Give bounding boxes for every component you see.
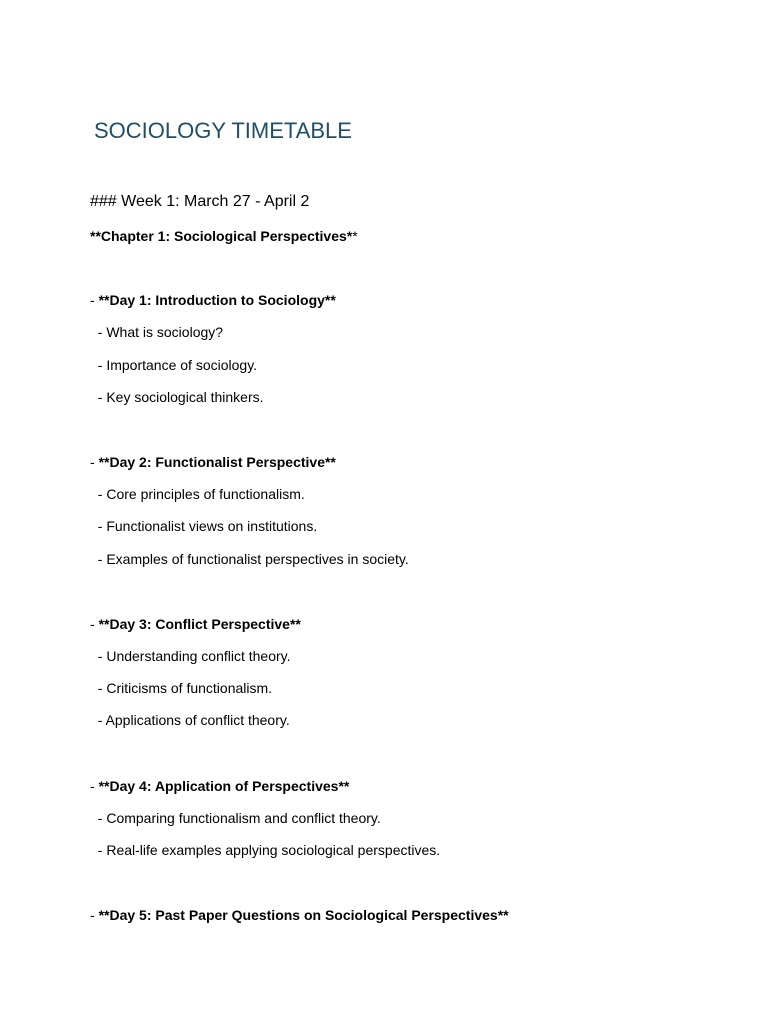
- day-5-heading-text: **Day 5: Past Paper Questions on Sociological Perspectives**: [98, 907, 509, 923]
- chapter-heading: [90, 226, 358, 246]
- day-3-heading: [90, 614, 301, 634]
- day-3-item-2: [90, 678, 272, 698]
- list-item: - Real-life examples applying sociological perspectives.: [97, 842, 441, 858]
- list-item: - Comparing functionalism and conflict theory.: [97, 810, 381, 826]
- day-4-dash: -: [90, 778, 99, 794]
- day-3-item-3: [90, 710, 290, 730]
- list-item: - Functionalist views on institutions.: [97, 518, 318, 534]
- list-item: - Understanding conflict theory.: [97, 648, 291, 664]
- day-1-item-2: [90, 355, 257, 375]
- list-item: - What is sociology?: [97, 324, 224, 340]
- day-2-item-3: [90, 549, 409, 569]
- day-3-dash: -: [90, 616, 99, 632]
- chapter-heading-text: **Chapter 1: Sociological Perspectives*: [90, 228, 353, 244]
- day-1-item-1: [90, 322, 223, 342]
- list-item: - Examples of functionalist perspectives in society.: [97, 551, 409, 567]
- day-1-heading-text: **Day 1: Introduction to Sociology**: [98, 292, 336, 308]
- day-2-item-2: [90, 516, 317, 536]
- document-title: SOCIOLOGY TIMETABLE: [94, 118, 352, 143]
- day-2-item-1: [90, 484, 305, 504]
- day-4-heading-text: **Day 4: Application of Perspectives**: [98, 778, 350, 794]
- day-4-heading: [90, 776, 349, 796]
- list-item: - Key sociological thinkers.: [97, 389, 264, 405]
- week-heading: ### Week 1: March 27 - April 2: [90, 193, 310, 210]
- day-4-item-1: [90, 808, 381, 828]
- chapter-heading-tail: *: [352, 228, 358, 244]
- list-item: - Importance of sociology.: [97, 357, 258, 373]
- day-4-item-2: [90, 840, 440, 860]
- list-item: - Core principles of functionalism.: [97, 486, 305, 502]
- day-3-item-1: [90, 646, 291, 666]
- day-5-dash: -: [90, 907, 99, 923]
- list-item: - Criticisms of functionalism.: [97, 680, 273, 696]
- day-1-heading: [90, 290, 336, 310]
- day-3-heading-text: **Day 3: Conflict Perspective**: [98, 616, 301, 632]
- day-2-heading: [90, 452, 336, 472]
- day-5-heading: [90, 905, 509, 925]
- day-2-heading-text: **Day 2: Functionalist Perspective**: [98, 454, 336, 470]
- day-1-dash: -: [90, 292, 99, 308]
- list-item: - Applications of conflict theory.: [97, 712, 290, 728]
- day-1-item-3: [90, 387, 264, 407]
- day-2-dash: -: [90, 454, 99, 470]
